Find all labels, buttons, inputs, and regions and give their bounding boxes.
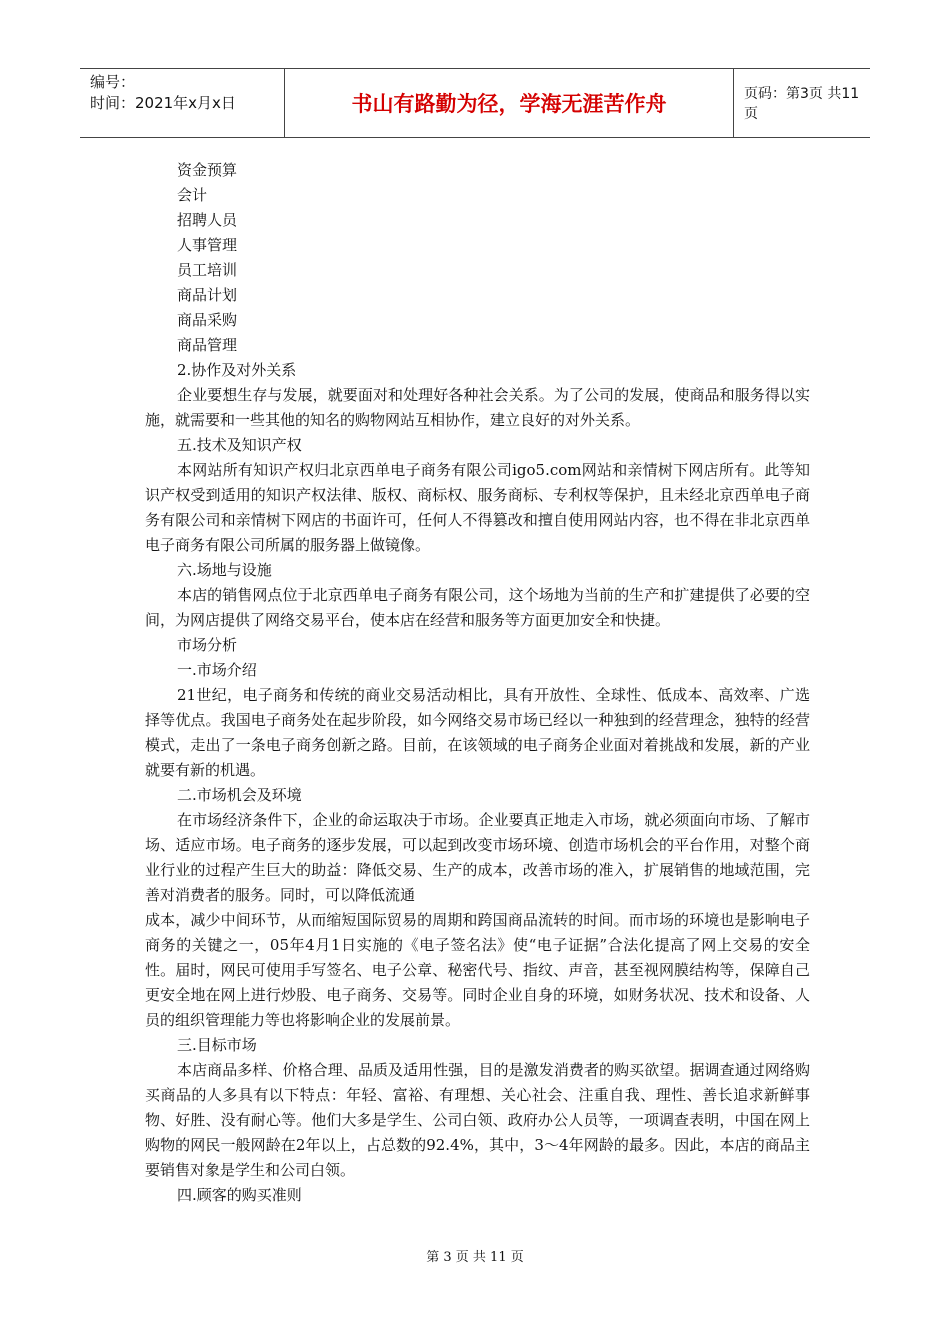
list-item: 商品管理 xyxy=(177,336,238,354)
list-item: 商品采购 xyxy=(177,311,238,329)
section-heading: 四.顾客的购买准则 xyxy=(177,1186,302,1204)
header-motto-cell xyxy=(284,69,734,137)
list-item: 商品计划 xyxy=(177,286,238,304)
section-heading: 一.市场介绍 xyxy=(177,661,257,679)
list-item: 招聘人员 xyxy=(177,211,238,229)
section-heading: 六.场地与设施 xyxy=(177,561,272,579)
list-item: 员工培训 xyxy=(177,261,238,279)
paragraph: 企业要想生存与发展，就要面对和处理好各种社会关系。为了公司的发展，使商品和服务得以实施，就需要和一些其他的知名的购物网站互相协作，建立良好的对外关系。 xyxy=(145,386,810,429)
paragraph: 本店商品多样、价格合理、品质及适用性强，目的是激发消费者的购买欲望。据调查通过网络购买商品的人多具有以下特点：年轻、富裕、有理想、关心社会、注重自我、理性、善长追求新鲜事物、好胜、没有耐心等。他们大多是学生、公司白领、政府办公人员等，一项调查表明，中国在网上购物的网民一般网龄在2年以上，占总数的92.4%，其中，3～4年网龄的最多。因此，本店的商品主要销售对象是学生和公司白领。 xyxy=(145,1061,810,1179)
header-page-cell xyxy=(734,69,870,137)
section-heading: 二.市场机会及环境 xyxy=(177,786,302,804)
paragraph: 本网站所有知识产权归北京西单电子商务有限公司igo5.com网站和亲情树下网店所有。此等知识产权受到适用的知识产权法律、版权、商标权、服务商标、专利权等保护，且未经北京西单电子商务有限公司和亲情树下网店的书面许可，任何人不得篡改和擅自使用网站内容，也不得在非北京西单电子商务有限公司所属的服务器上做镜像。 xyxy=(145,461,810,554)
page-footer: 第 3 页 共 11 页 xyxy=(426,1250,524,1265)
list-item: 会计 xyxy=(177,186,208,204)
header-motto: 书山有路勤为径，学海无涯苦作舟 xyxy=(351,92,667,116)
paragraph: 本店的销售网点位于北京西单电子商务有限公司，这个场地为当前的生产和扩建提供了必要的空间，为网店提供了网络交易平台，使本店在经营和服务等方面更加安全和快捷。 xyxy=(145,586,810,629)
page-header xyxy=(80,68,870,138)
header-meta xyxy=(80,69,284,137)
document-body xyxy=(145,158,810,1208)
paragraph: 在市场经济条件下，企业的命运取决于市场。企业要真正地走入市场，就必须面向市场、了解市场、适应市场。电子商务的逐步发展，可以起到改变市场环境、创造市场机会的平台作用，对整个商业行业的过程产生巨大的助益：降低交易、生产的成本，改善市场的准入，扩展销售的地域范围，完善对消费者的服务。同时，可以降低流通 xyxy=(145,811,810,904)
section-heading: 市场分析 xyxy=(177,636,238,654)
section-heading: 五.技术及知识产权 xyxy=(177,436,302,454)
paragraph: 21世纪，电子商务和传统的商业交易活动相比，具有开放性、全球性、低成本、高效率、广选择等优点。我国电子商务处在起步阶段，如今网络交易市场已经以一种独到的经营理念，独特的经营模式，走出了一条电子商务创新之路。目前，在该领域的电子商务企业面对着挑战和发展，新的产业就要有新的机遇。 xyxy=(145,686,810,779)
section-heading: 三.目标市场 xyxy=(177,1036,257,1054)
list-item: 人事管理 xyxy=(177,236,238,254)
paragraph: 成本，减少中间环节，从而缩短国际贸易的周期和跨国商品流转的时间。而市场的环境也是影响电子商务的关键之一，05年4月1日实施的《电子签名法》使“电子证据”合法化提高了网上交易的安全性。届时，网民可使用手写签名、电子公章、秘密代号、指纹、声音，甚至视网膜结构等，保障自己更安全地在网上进行炒股、电子商务、交易等。同时企业自身的环境，如财务状况、技术和设备、人员的组织管理能力等也将影响企业的发展前景。 xyxy=(145,911,810,1029)
document-date-label: 时间：2021年x月x日 xyxy=(90,94,236,112)
section-heading: 2.协作及对外关系 xyxy=(177,361,297,379)
document-number-label: 编号： xyxy=(90,73,136,91)
header-page-number: 页码：第3页 共11页 xyxy=(744,86,860,122)
list-item: 资金预算 xyxy=(177,161,238,179)
